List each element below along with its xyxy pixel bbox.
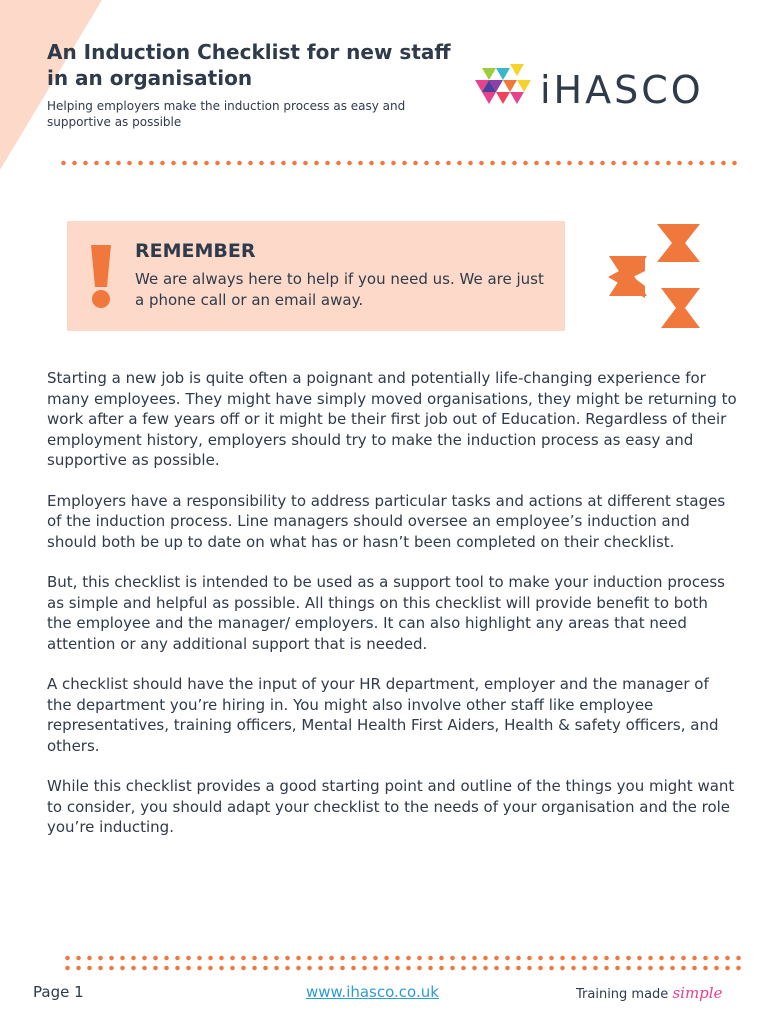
logo-text: iHASCO: [540, 68, 704, 112]
page-title: An Induction Checklist for new staff in an organisation: [47, 40, 451, 90]
body-paragraph: While this checklist provides a good starting point and outline of the things you might want to consider, you should adapt your checklist to the needs of your organisation and the role you’re inducting.: [47, 777, 735, 836]
body-paragraph: But, this checklist is intended to be used as a support tool to make your induction process as simple and helpful as possible. All things on this checklist will provide benefit to both the employee and the manager/ employers. It can also highlight any areas that need attention or any additional support that is needed.: [47, 573, 725, 653]
tagline-script: simple: [672, 984, 723, 1002]
exclamation-icon: [89, 243, 113, 309]
page-subtitle: Helping employers make the induction process as easy and supportive as possible: [47, 99, 406, 129]
website-link[interactable]: www.ihasco.co.uk: [306, 983, 439, 1001]
dotted-divider-top: [58, 160, 738, 166]
remember-text: We are always here to help if you need us. We are just a phone call or an email away.: [135, 270, 544, 309]
footer-tagline: [576, 983, 722, 1005]
remember-callout: [67, 221, 565, 331]
ihasco-logo: [470, 62, 730, 118]
body-paragraph: Employers have a responsibility to address particular tasks and actions at different stages of the induction process. Line managers should oversee an employee’s induction and should both be up to date on what has or hasn’t been completed on their checklist.: [47, 491, 726, 551]
chevron-decoration-icon: [605, 220, 705, 335]
remember-title: REMEMBER: [135, 240, 256, 262]
logo-mark-icon: [470, 62, 534, 118]
dotted-divider-bottom: [62, 955, 742, 971]
body-paragraph: A checklist should have the input of your HR department, employer and the manager of the department you’re hiring in. You might also involve other staff like employee representatives, training officers, Mental Health First Aiders, Health & safety officers, and others.: [47, 675, 719, 755]
body-text: [47, 368, 737, 858]
tagline-prefix: Training made: [576, 987, 669, 1002]
page-number: Page 1: [33, 983, 84, 1001]
body-paragraph: Starting a new job is quite often a poignant and potentially life-changing experience for many employees. They might have simply moved organisations, they might be returning to work after a few years off or it might be their first job out of Education. Regardless of their employment history, employers should try to make the induction process as easy and supportive as possible.: [47, 369, 737, 469]
